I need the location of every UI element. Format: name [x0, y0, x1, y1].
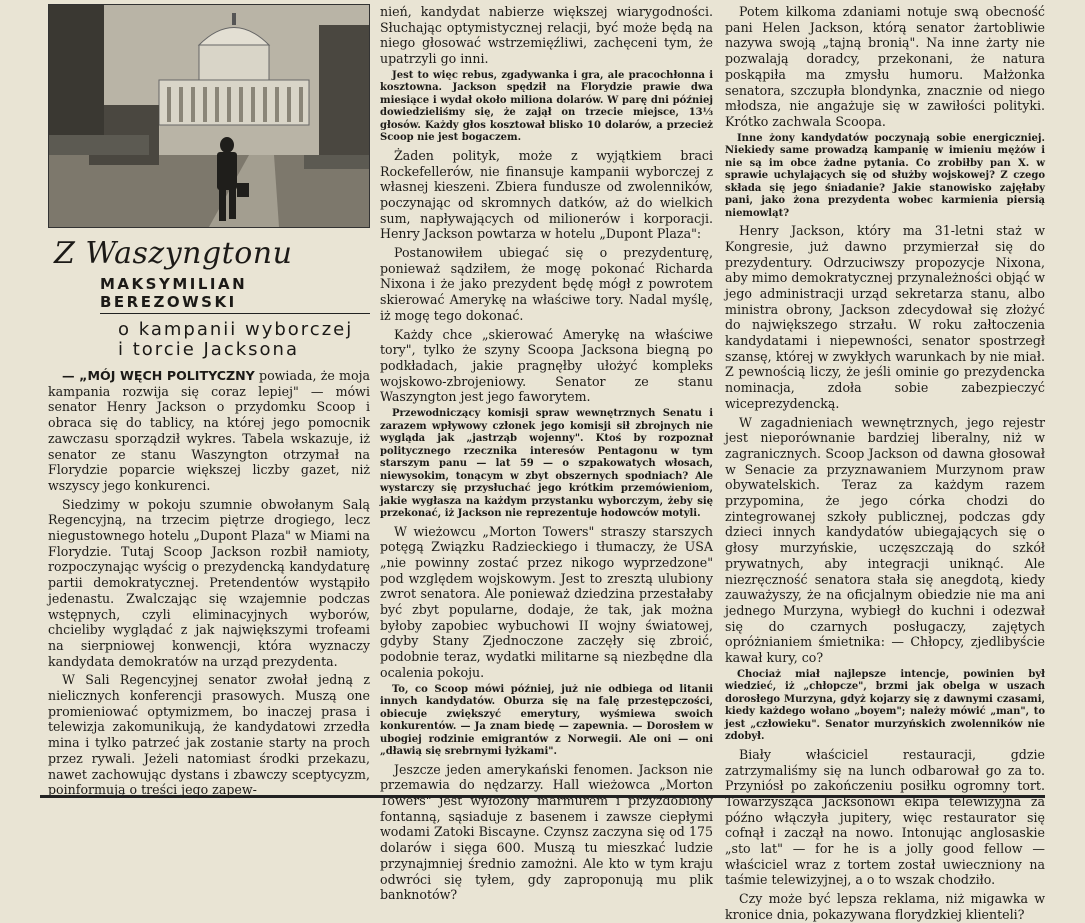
paragraph: Żaden polityk, może z wyjątkiem braci Rockefellerów, nie finansuje kampanii wyborczej z własnej kieszeni. Zbiera fundusze od zwolenników, poczynając od skromnych datków, aż do wielkich sum, napływających od milionerów i korporacji. Henry Jackson powtarza w hotelu „Dupont Plaza": [380, 147, 713, 242]
paragraph: Potem kilkoma zdaniami notuje swą obecność pani Helen Jackson, którą senator żartobliwie nazywa swoją „tajną bronią". Na inne żarty nie pozwalają doradcy, przekonani, że natura poskąpiła ma zmysłu humoru. Małżonka senatora, szczupła blondynka, znacznie od niego młodsza, nie angażuje się w zawiłości polityki. Krótko zachwala Scoopa. [725, 4, 1045, 129]
lead-paragraph [48, 368, 370, 494]
capitol-photo [48, 4, 370, 228]
lead-emphasis: — „MÓJ WĘCH POLITYCZNY [62, 368, 255, 383]
byline-rule [100, 313, 370, 314]
paragraph: W zagadnieniach wewnętrznych, jego rejestr jest nieporównanie bardziej liberalny, niż w zagranicznych. Scoop Jackson od dawna głosował w Senacie za przyznawaniem Murzynom praw obywatelskich. Teraz za każdym razem przypomina, że jego córka chodzi do zintegrowanej szkoły publicznej, podczas gdy dzieci innych kandydatów ubiegających się o głosy murzyńskie, uczęszczają do szkół prywatnych, aby integracji uniknąć. Ale niezręczność senatora stała się anegdotą, kiedy zauważyszy, że na oficjalnym obiedzie nie ma ani jednego Murzyna, wybiegł do kuchni i odezwał się do czarnych posługaczy, zajętych opróżnianiem śmietnika: — Chłopcy, zjedlibyście kawał kury, co? [725, 414, 1045, 666]
small-print-paragraph: Chociaż miał najlepsze intencje, powinien był wiedzieć, iż „chłopcze", brzmi jak obelga w uszach dorosłego Murzyna, gdyż kojarzy się z dawnymi czasami, kiedy każdego wołano „boyem"; należy mówić „man", to jest „człowieku". Senator murzyńskich zwolenników nie zdobył. [725, 668, 1045, 743]
paragraph: Czy może być lepsza reklama, niż migawka w kronice dnia, pokazywana florydzkiej klienteli? [725, 891, 1045, 922]
subtitle [118, 320, 370, 360]
small-print-paragraph: Jest to więc rebus, zgadywanka i gra, ale pracochłonna i kosztowna. Jackson spędził na Florydzie prawie dwa miesiące i wydał około miliona dolarów. W parę dni później dowiedzieliśmy się, że zajął on trzecie miejsce, 13⅓ głosów. Każdy głos kosztował blisko 10 dolarów, a przecież Scoop nie jest bogaczem. [380, 69, 713, 144]
small-print-paragraph: Inne żony kandydatów poczynają sobie energiczniej. Niekiedy same prowadzą kampanię w imieniu mężów i nie są im obce żadne pytania. Co zrobiłby pan X. w sprawie uchylających się od służby wojskowej? Z czego składa się jego śniadanie? Jakie stanowisko zajęłaby pani, jako żona prezydenta wobec karmienia piersią niemowląt? [725, 132, 1045, 219]
paragraph: W wieżowcu „Morton Towers" straszy starszych potęgą Związku Radzieckiego i tłumaczy, że USA „nie powinny zostać przez nikogo wyprzedzone" pod względem wojskowym. Jest to zresztą ulubiony zwrot senatora. Ale ponieważ dziedzina przestałaby być zbyt popularne, dodaje, że tak, jak można byłoby zapobiec wybuchowi II wojny światowej, gdyby Stany Zjednoczone zaczęły się zbroić, podobnie teraz, wydatki militarne są niezbędne dla ocalenia pokoju. [380, 523, 713, 680]
column-1 [48, 4, 370, 798]
paragraph: Biały właściciel restauracji, gdzie zatrzymaliśmy się na lunch odbarował go za to. Przyniósł po zakończeniu posiłku ogromny tort. Towarzysząca Jacksonowi ekipa telewizyjna za późno włączyła jupitery, więc restaurator się cofnął i zaczął na nowo. Intonując anglosaskie „sto lat" — for he is a jolly good fellow — właściciel wraz z tortem został uwieczniony na taśmie telewizyjnej, a o to wszak chodziło. [725, 746, 1045, 888]
lead-text: powiada, że moja kampania rozwija się coraz lepiej" — mówi senator Henry Jackson o przydomku Scoop i obraca się do tablicy, na której jego pomocnik zawczasu sporządził wykres. Tabela wskazuje, iż senator ze stanu Waszyngton otrzymał na Florydzie poparcie większej liczby gazet, niż wszyscy jego konkurenci. [48, 368, 370, 493]
author-byline: MAKSYMILIAN BEREZOWSKI [100, 275, 248, 311]
paragraph: nień, kandydat nabierze większej wiarygodności. Słuchając optymistycznej relacji, być może będą na niego głosować wstrzemięźliwi, zachęceni tym, że upatrzyli go inni. [380, 4, 713, 67]
paragraph: Jeszcze jeden amerykański fenomen. Jackson nie przemawia do nędzarzy. Hall wieżowca „Morton Towers" jest wyłożony marmurem i przyzdobiony fontanną, sąsiaduje z basenem i zawsze ciepłymi wodami Zatoki Biscayne. Czynsz zaczyna się od 175 dolarów i sięga 600. Muszą tu mieszkać ludzie przynajmniej średnio zamożni. Ale kto w tym kraju odwróci się tyłem, gdy zaproponują mu plik banknotów? [380, 761, 713, 903]
subtitle-line-1: o kampanii wyborczej [118, 319, 354, 340]
headline: Z Waszyngtonu [54, 236, 293, 271]
column-3 [725, 4, 1045, 922]
column-2 [380, 4, 713, 903]
paragraph: Postanowiłem ubiegać się o prezydenturę, ponieważ sądziłem, że mogę pokonać Richarda Nixona i że jako prezydent będę mógł z powrotem skierować Amerykę na właściwe tory. Nadal myślę, iż mogę tego dokonać. [380, 245, 713, 323]
bottom-rule [40, 795, 1045, 798]
subtitle-line-2: i torcie Jacksona [118, 339, 299, 360]
paragraph: Henry Jackson, który ma 31-letni staż w Kongresie, już dawno przymierzał się do prezydentury. Odrzuciwszy propozycje Nixona, aby mimo demokratycznej przynależności objąć w jego administracji urząd sekretarza stanu, albo ministra obrony, Jackson zdecydował się złożyć do największego strzału. W roku załtoczenia kandydatami i niepewności, senator spostrzegł szansę, której w zwykłych warunkach by nie miał. Z pewnością liczy, że jeśli ominie go prezydencka nominacja, zdoła sobie zabezpieczyć wiceprezydencką. [725, 223, 1045, 411]
paragraph: Siedzimy w pokoju szumnie obwołanym Salą Regencyjną, na trzecim piętrze drogiego, lecz niegustownego hotelu „Dupont Plaza" w Miami na Florydzie. Tutaj Scoop Jackson rozbił namioty, rozpoczynając wyścig o prezydencką kandydaturę partii demokratycznej. Pretendentów wystąpiło jedenastu. Zwalczając się wzajemnie podczas wstępnych, czyli eliminacyjnych wyborów, chcieliby wyglądać z jak największymi trofeami na sierpniowej konwencji, która wyznaczy kandydata demokratów na urząd prezydenta. [48, 496, 370, 669]
small-print-paragraph: To, co Scoop mówi później, już nie odbiega od litanii innych kandydatów. Oburza się na falę przestępczości, obiecuje zwiększyć emerytury, wyśmiewa swoich konkurentów. — Ja znam biedę — zapewnia. — Dorosłem w ubogiej rodzinie emigrantów z Norwegii. Ale oni — oni „dławią się srebrnymi łyżkami". [380, 683, 713, 758]
paragraph: Każdy chce „skierować Amerykę na właściwe tory", tylko że szyny Scoopa Jacksona biegną po podkładach, jakie pragnęłby ułożyć kompleks wojskowo-zbrojeniowy. Senator ze stanu Waszyngton jest jego faworytem. [380, 326, 713, 405]
paragraph: W Sali Regencyjnej senator zwołał jedną z nielicznych konferencji prasowych. Muszą one promieniować optymizmem, bo inaczej prasa i telewizja zakomunikują, że kandydatowi zrzedła mina i tylko patrzeć jak zostanie starty na proch przez rywali. Jeżeli natomiast środki przekazu, nawet zachowując dystans i zbawczy sceptycyzm, poinformują o treści jego zapew- [48, 672, 370, 798]
small-print-paragraph: Przewodniczący komisji spraw wewnętrznych Senatu i zarazem wpływowy członek jego komisji sił zbrojnych nie wygląda jak „jastrząb wojenny". Ktoś by rozpoznał politycznego rzecznika interesów Pentagonu w tym starszym panu — lat 59 — o szpakowatych włosach, niewysokim, tonącym w zbyt obszernych spodniach? Ale wystarczy się przysłuchać jego krótkim przemówieniom, jakie wygłasza na każdym przystanku wyborczym, żeby się przekonać, iż Jackson nie reprezentuje hodowców motyli. [380, 408, 713, 520]
